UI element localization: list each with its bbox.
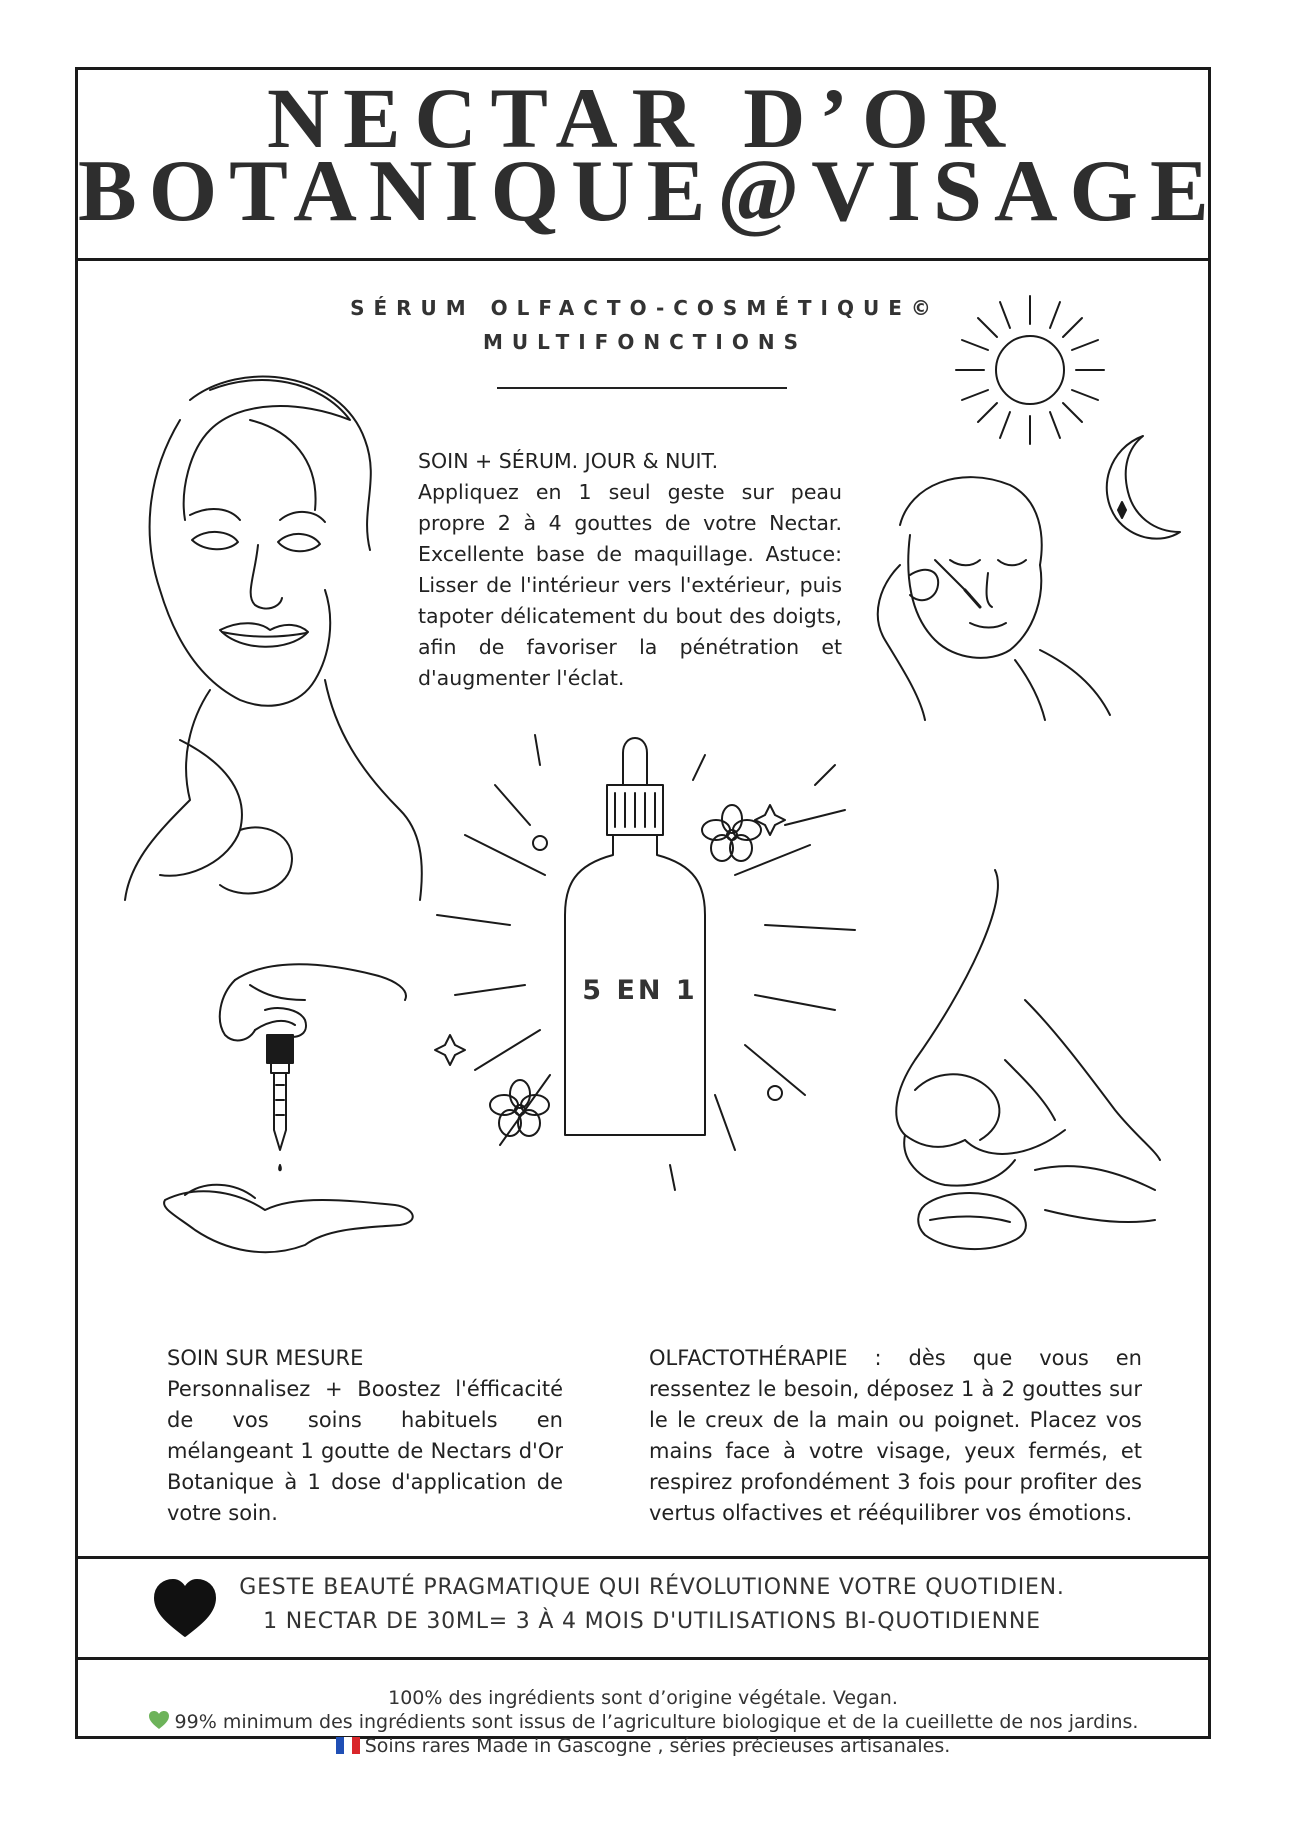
subtitle-rule [497,387,787,389]
banner-bottom-divider [75,1657,1211,1660]
section-jour-nuit-heading: SOIN + SÉRUM. JOUR & NUIT. [418,449,719,473]
footer-line-2 [78,1710,1208,1735]
banner-line-1: GESTE BEAUTÉ PRAGMATIQUE QUI RÉVOLUTIONNE VOTRE QUOTIDIEN. [239,1575,1065,1600]
dropper-hand-illustration [155,960,455,1260]
section-jour-nuit [418,446,842,694]
section-sur-mesure [167,1343,563,1529]
section-olfactotherapie [649,1343,1142,1529]
subtitle-line-1: SÉRUM OLFACTO-COSMÉTIQUE© [350,296,940,320]
title-line-2: BOTANIQUE@VISAGE [78,143,1221,240]
section-sur-mesure-heading: SOIN SUR MESURE [167,1346,364,1370]
subtitle [240,291,1050,359]
french-flag-icon [336,1737,360,1754]
subtitle-line-2: MULTIFONCTIONS [483,330,807,354]
black-heart-icon [152,1578,218,1640]
sun-icon [950,290,1110,450]
section-sur-mesure-body: Personnalisez + Boostez l'éfficacité de vos soins habituels en mélangeant 1 goutte de Nectars d'Or Botanique à 1 dose d'application de votre soin. [167,1377,563,1525]
serum-bottle-illustration [435,725,875,1195]
section-jour-nuit-body: Appliquez en 1 seul geste sur peau propre 2 à 4 gouttes de votre Nectar. Excellente base de maquillage. Astuce: Lisser de l'intérieur vers l'extérieur, puis tapoter délicatement du bout des doigts, afin de favoriser la pénétration et d'augmenter l'éclat. [418,480,842,690]
green-heart-icon [148,1710,170,1730]
woman-face-illustration [120,360,430,920]
banner-top-divider [75,1556,1211,1559]
bottle-label: 5 EN 1 [582,975,698,1006]
footer-line-3 [78,1734,1208,1759]
footer-line-2-text: 99% minimum des ingrédients sont issus de l’agriculture biologique et de la cueillette de nos jardins. [174,1711,1139,1733]
title-line-1: NECTAR D’OR [266,70,1019,166]
section-olfactotherapie-body: OLFACTOTHÉRAPIE : dès que vous en ressentez le besoin, déposez 1 à 2 gouttes sur le le creux de la main ou poignet. Placez vos mains face à votre visage, yeux fermés, et respirez profondément 3 fois pour profiter des vertus olfactives et rééquilibrer vos émotions. [649,1346,1142,1525]
woman-applying-serum-illustration [840,465,1120,725]
footer-line-3-text: Soins rares Made in Gascogne , séries précieuses artisanales. [364,1735,951,1757]
footer-line-1: 100% des ingrédients sont d’origine végétale. Vegan. [388,1687,898,1709]
title-divider [75,258,1211,261]
banner-line-2: 1 NECTAR DE 30ML= 3 À 4 MOIS D'UTILISATIONS BI-QUOTIDIENNE [263,1609,1041,1634]
nose-profile-illustration [885,860,1165,1285]
